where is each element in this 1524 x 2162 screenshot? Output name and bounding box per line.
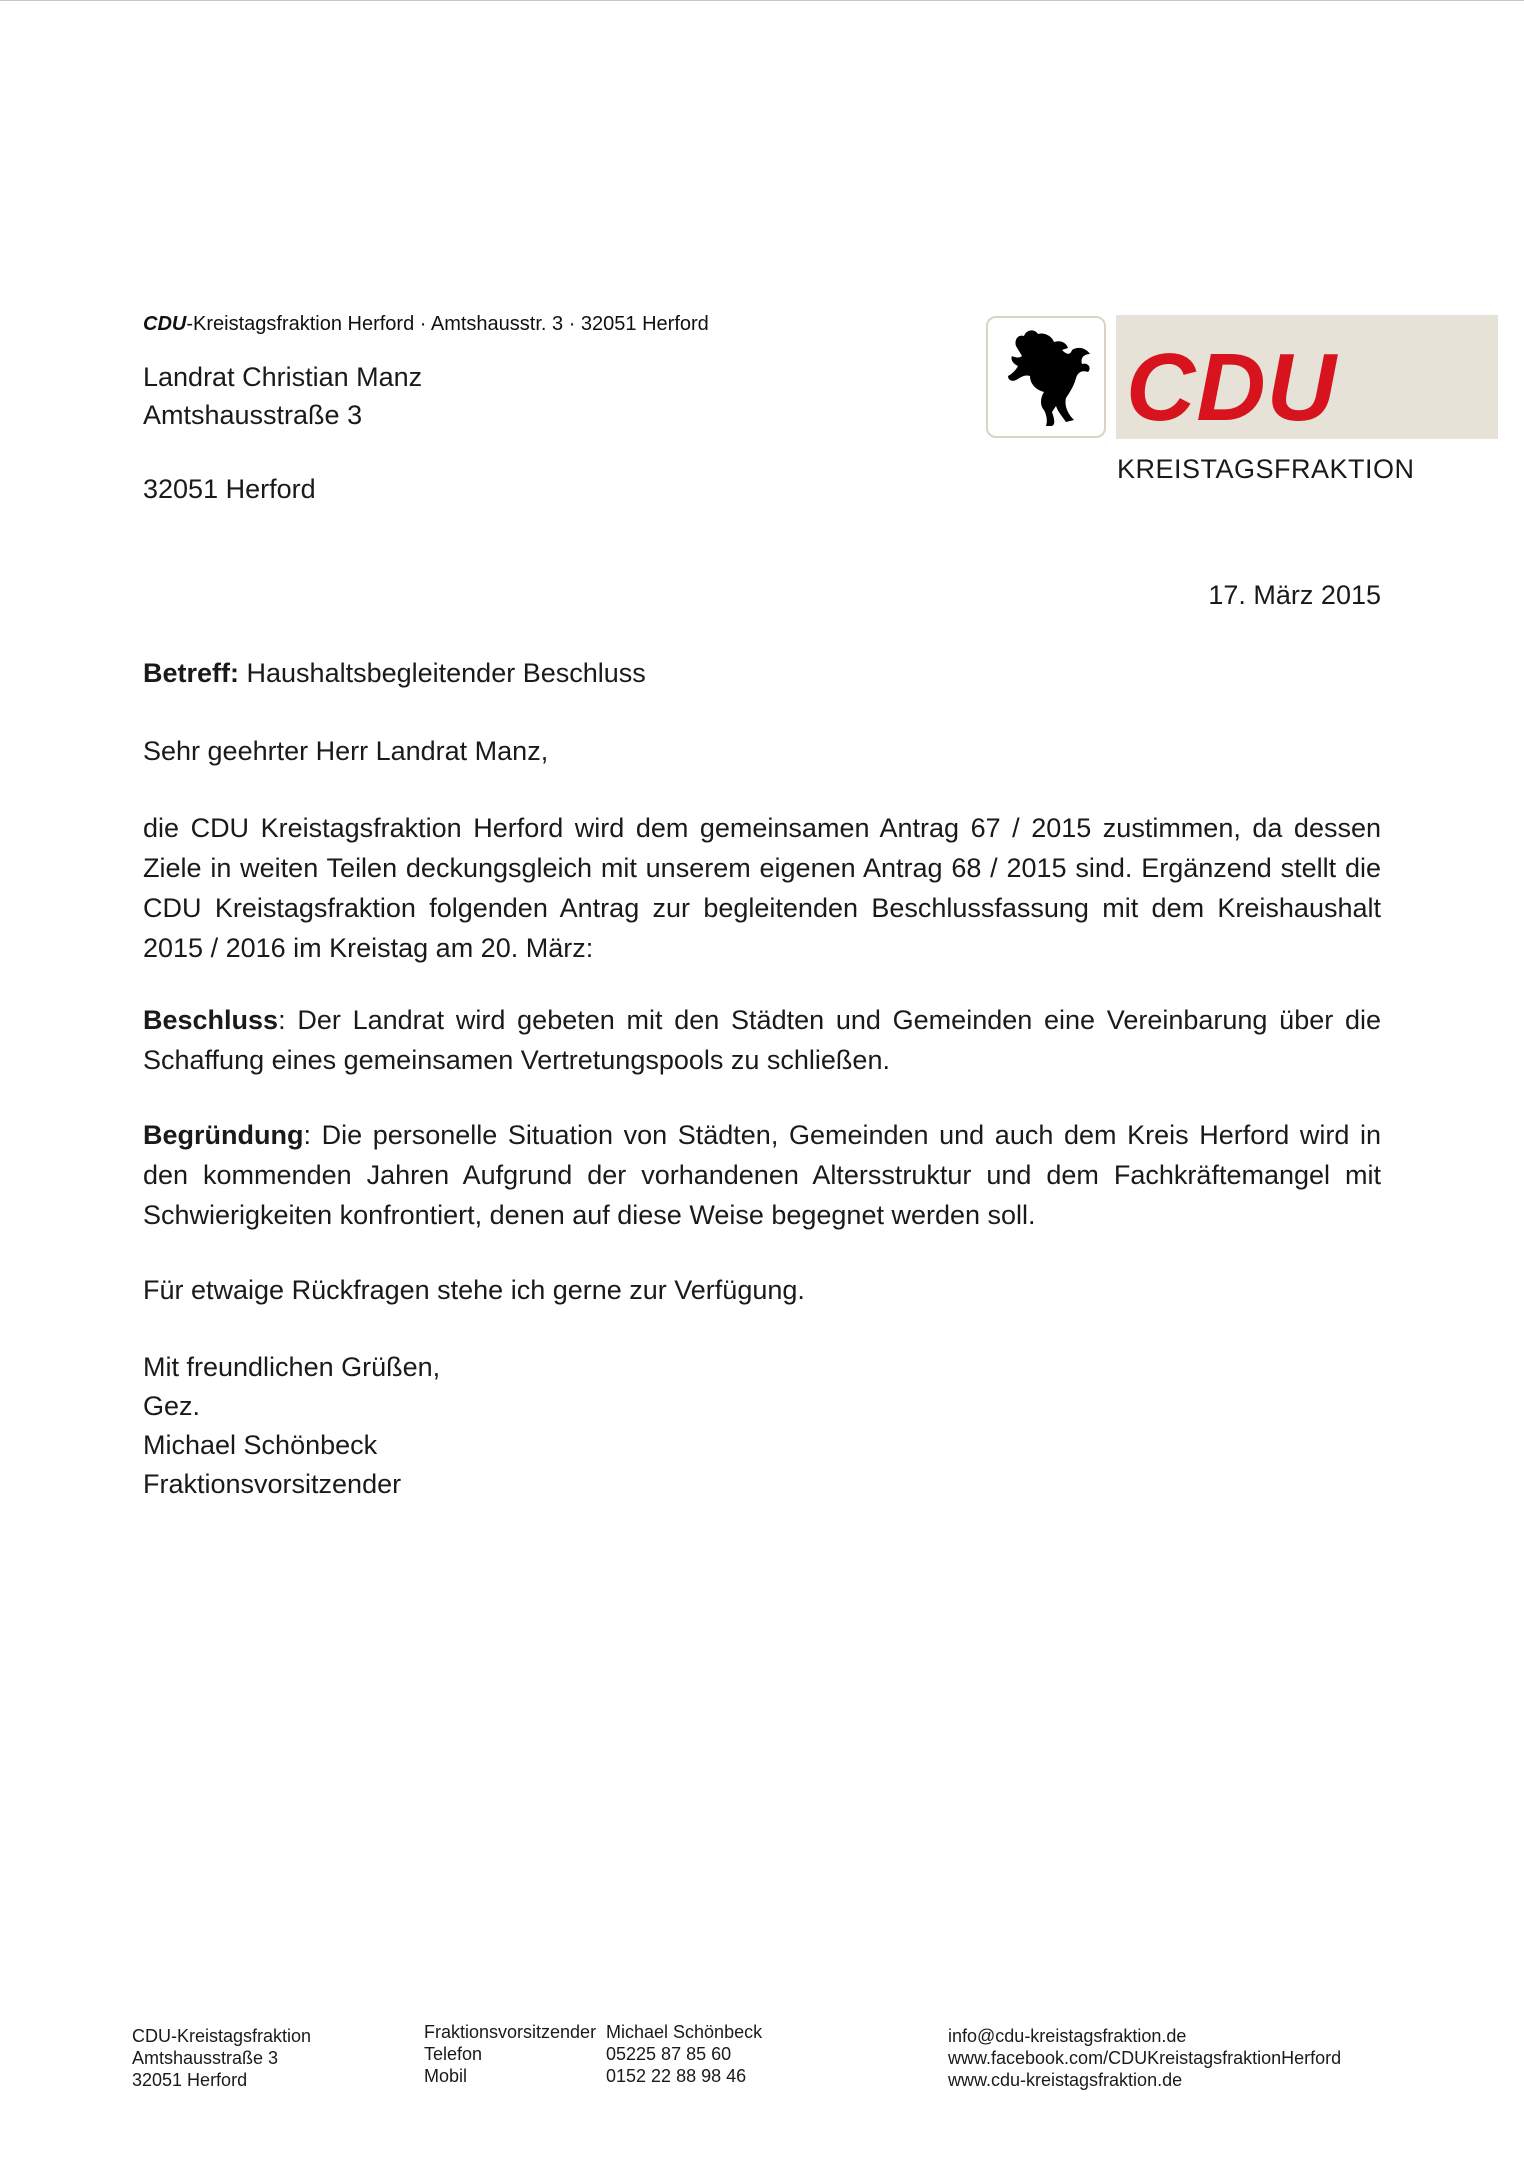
- footer-address: [132, 2025, 311, 2091]
- footer-address-line: CDU-Kreistagsfraktion: [132, 2026, 312, 2046]
- footer-contact-value: 0152 22 88 98 46: [606, 2066, 747, 2086]
- logo-brand: CDU: [1126, 334, 1337, 441]
- signer-name: Michael Schönbeck: [143, 1430, 378, 1460]
- footer-contact-label: Fraktionsvorsitzender: [424, 2022, 597, 2042]
- subject-label: Betreff:: [143, 658, 240, 688]
- footer-online: [948, 2025, 1341, 2091]
- recipient-name: Landrat Christian Manz: [143, 362, 423, 392]
- recipient-city: 32051 Herford: [143, 474, 316, 504]
- footer-facebook-link[interactable]: www.facebook.com/CDUKreistagsfraktionHerford: [948, 2048, 1342, 2068]
- resolution-text: : Der Landrat wird gebeten mit den Städten und Gemeinden eine Vereinbarung über die Schaffung eines gemeinsamen Vertretungspools zu schließen.: [143, 1005, 1381, 1075]
- logo-subtitle: KREISTAGSFRAKTION: [1117, 454, 1415, 484]
- inquiries-paragraph: Für etwaige Rückfragen stehe ich gerne zur Verfügung.: [143, 1275, 805, 1305]
- footer-contact-values: [606, 2021, 762, 2087]
- recipient-address: [143, 358, 422, 434]
- footer-contact-labels: [424, 2021, 596, 2087]
- closing-signed: Gez.: [143, 1391, 201, 1421]
- resolution-paragraph: [143, 1000, 1381, 1080]
- salutation: Sehr geehrter Herr Landrat Manz,: [143, 736, 549, 766]
- footer-contact-label: Mobil: [424, 2066, 468, 2086]
- closing-greeting: Mit freundlichen Grüßen,: [143, 1352, 441, 1382]
- sender-line: [143, 313, 709, 336]
- sender-address: -Kreistagsfraktion Herford · Amtshausstr. 3 · 32051 Herford: [186, 313, 709, 335]
- horse-icon: [996, 326, 1096, 430]
- recipient-street: Amtshausstraße 3: [143, 400, 363, 430]
- footer-contact-value: Michael Schönbeck: [606, 2022, 763, 2042]
- subject-line: [143, 653, 1381, 693]
- footer-email-link[interactable]: info@cdu-kreistagsfraktion.de: [948, 2026, 1187, 2046]
- footer-contact-label: Telefon: [424, 2044, 483, 2064]
- footer-website-link[interactable]: www.cdu-kreistagsfraktion.de: [948, 2070, 1183, 2090]
- footer-address-line: 32051 Herford: [132, 2070, 248, 2090]
- closing-block: [143, 1348, 1381, 1504]
- resolution-label: Beschluss: [143, 1005, 279, 1035]
- sender-brand: CDU: [143, 313, 187, 335]
- page-top-border: [0, 0, 1524, 1]
- footer-contact-value: 05225 87 85 60: [606, 2044, 732, 2064]
- signer-title: Fraktionsvorsitzender: [143, 1469, 402, 1499]
- subject-text: Haushaltsbegleitender Beschluss: [239, 658, 646, 688]
- justification-label: Begründung: [143, 1120, 304, 1150]
- horse-icon-box: [986, 316, 1106, 438]
- footer-address-line: Amtshausstraße 3: [132, 2048, 279, 2068]
- justification-paragraph: [143, 1115, 1381, 1235]
- intro-paragraph: die CDU Kreistagsfraktion Herford wird dem gemeinsamen Antrag 67 / 2015 zustimmen, da dessen Ziele in weiten Teilen deckungsgleich mit unserem eigenen Antrag 68 / 2015 sind. Ergänzend stellt die CDU Kreistagsfraktion folgenden Antrag zur begleitenden Beschlussfassung mit dem Kreishaushalt 2015 / 2016 im Kreistag am 20. März:: [143, 813, 1381, 963]
- justification-text: : Die personelle Situation von Städten, Gemeinden und auch dem Kreis Herford wird in den kommenden Jahren Aufgrund der vorhandenen Altersstruktur und dem Fachkräftemangel mit Schwierigkeiten konfrontiert, denen auf diese Weise begegnet werden soll.: [143, 1120, 1381, 1230]
- letter-date: 17. März 2015: [1208, 580, 1381, 610]
